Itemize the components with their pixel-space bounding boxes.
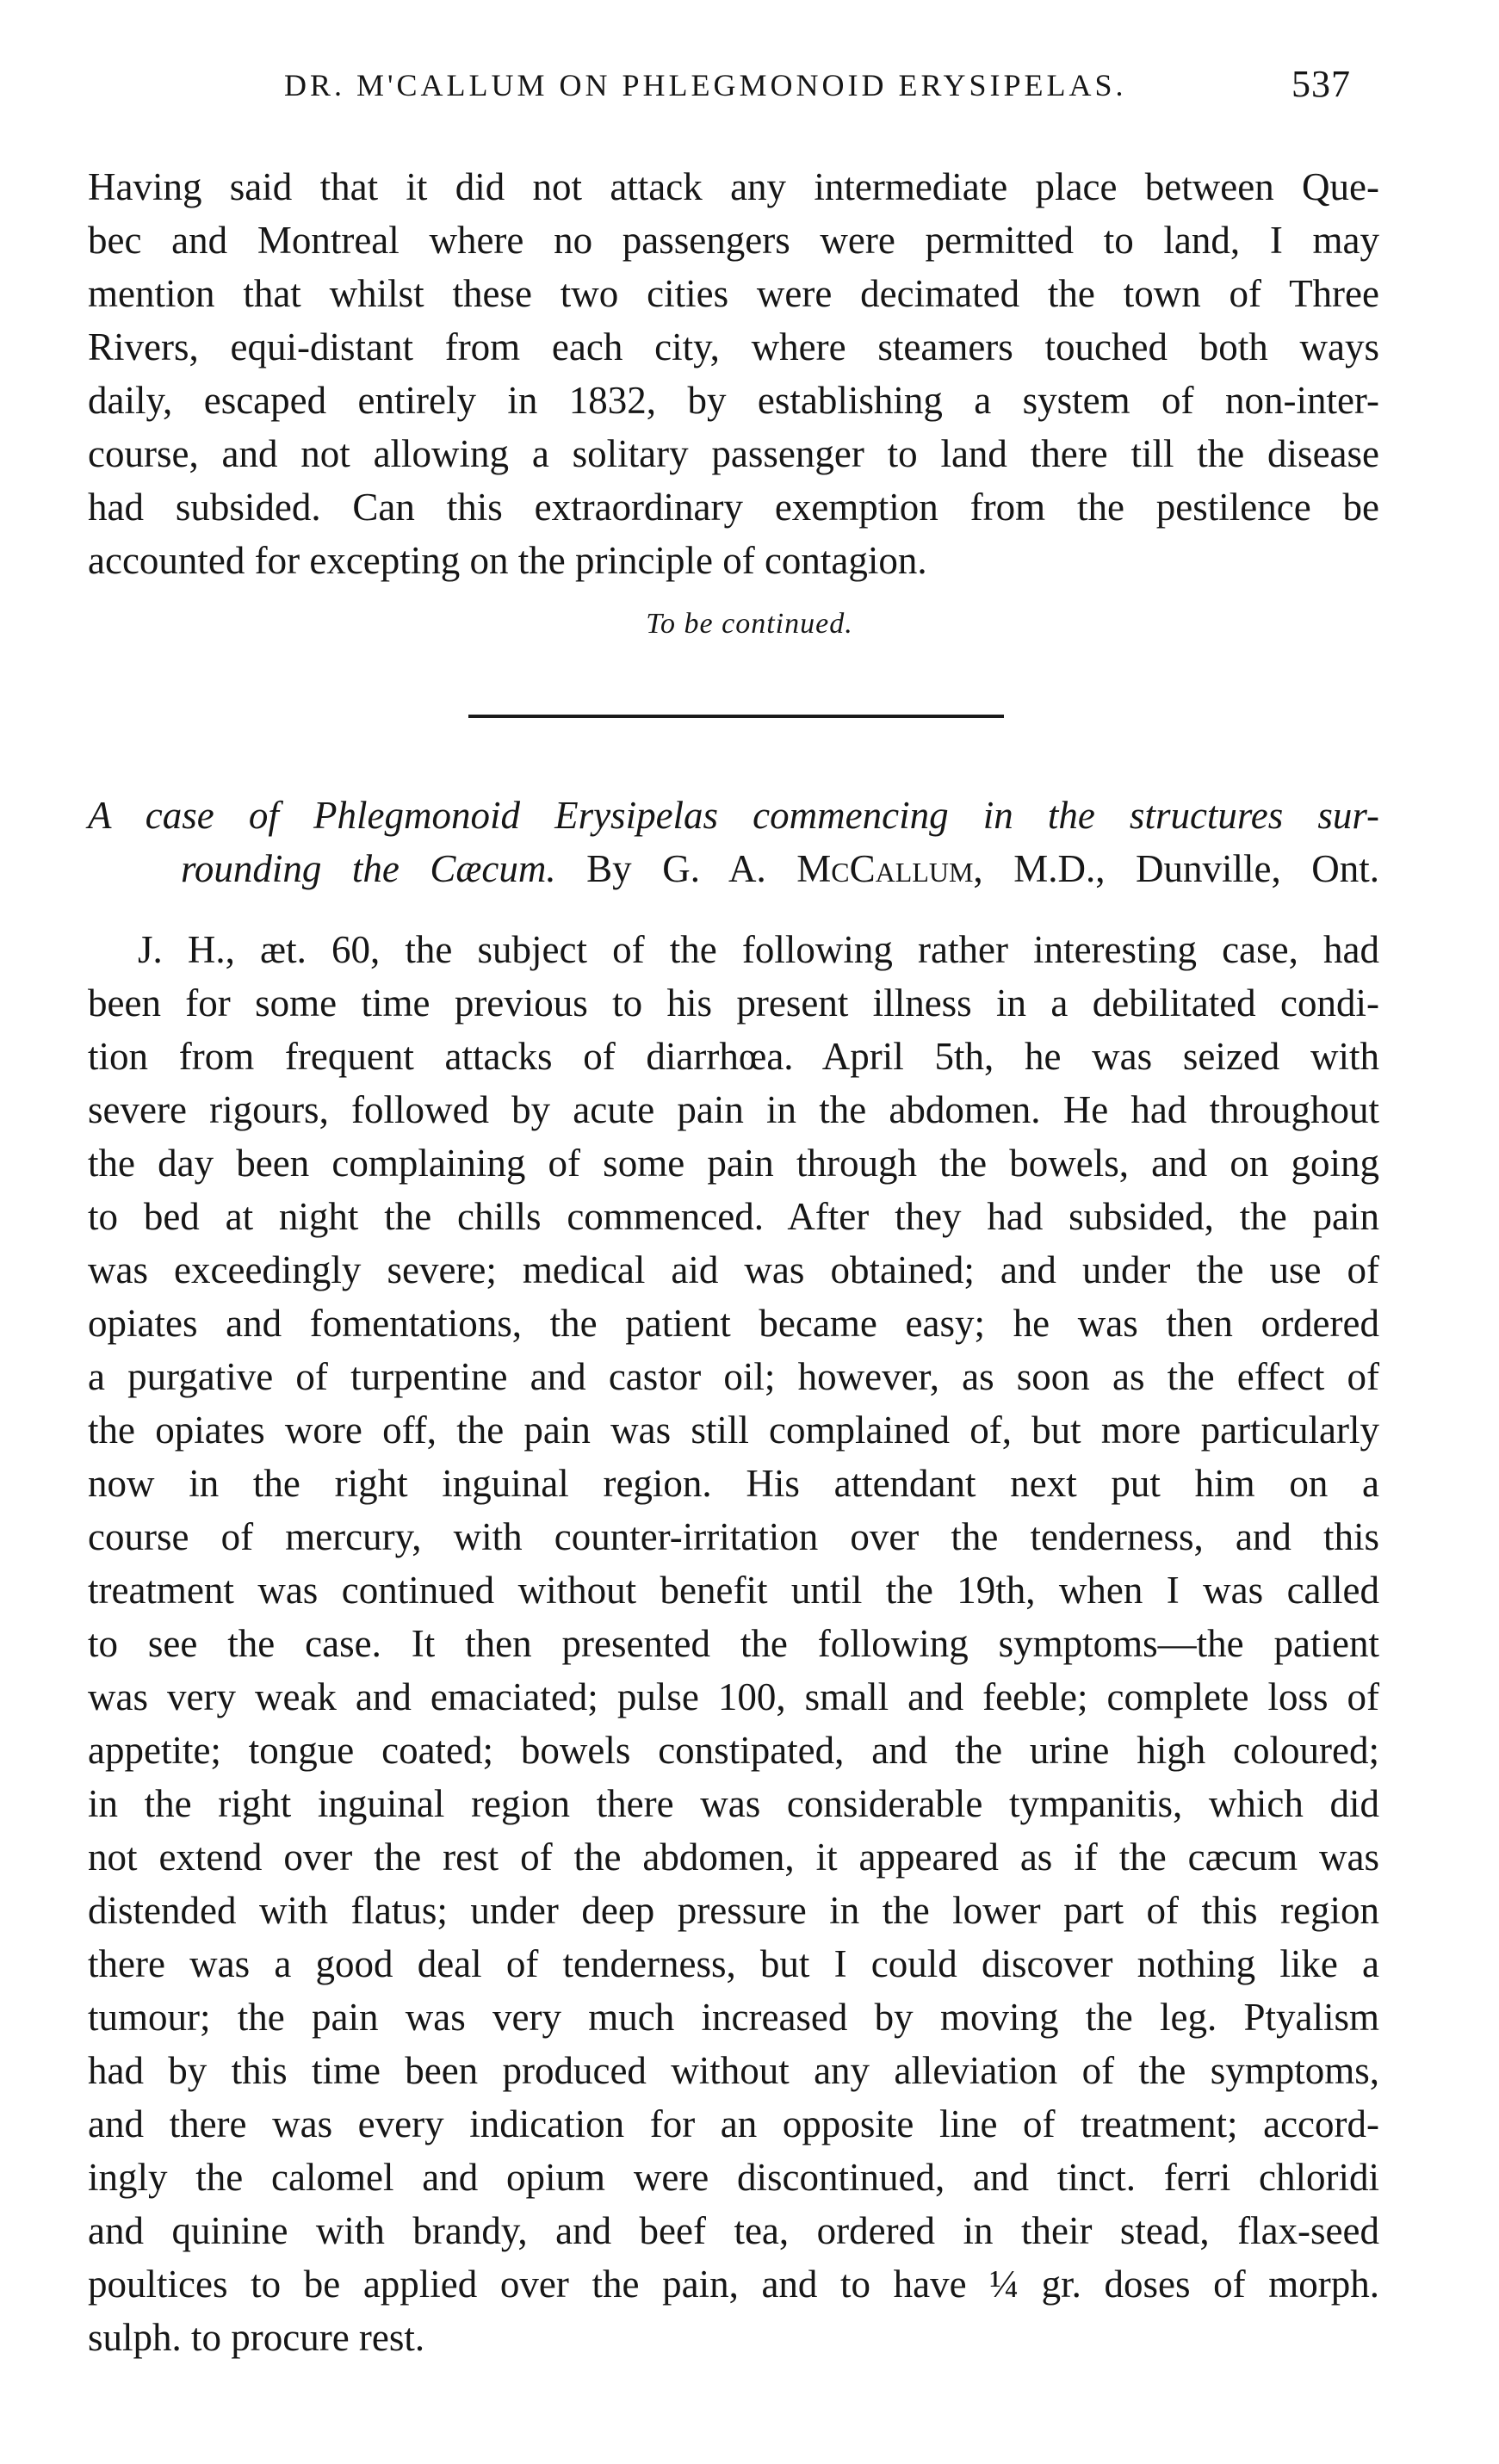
text-line: and quinine with brandy, and beef tea, ordered in their stead, flax-seed [88, 2209, 1379, 2252]
byline-by: By [586, 847, 632, 890]
article-title-byline [88, 842, 1379, 895]
text-line: not extend over the rest of the abdomen, it appeared as if the cæcum was [88, 1836, 1379, 1879]
text-line: the day been complaining of some pain through the bowels, and on going [88, 1142, 1379, 1185]
article-title-end: rounding the Cæcum. [181, 847, 556, 890]
text-line: been for some time previous to his present illness in a debilitated condi- [88, 981, 1379, 1025]
text-line: course, and not allowing a solitary passenger to land there till the disease [88, 432, 1379, 475]
text-line: was exceedingly severe; medical aid was obtained; and under the use of [88, 1248, 1379, 1291]
text-line: severe rigours, followed by acute pain in the abdomen. He had throughout [88, 1088, 1379, 1131]
text-line: was very weak and emaciated; pulse 100, small and feeble; complete loss of [88, 1675, 1379, 1718]
section-divider [468, 715, 1004, 718]
text-line: distended with flatus; under deep pressure in the lower part of this region [88, 1889, 1379, 1932]
text-line: and there was every indication for an opposite line of treatment; accord- [88, 2102, 1379, 2145]
author-name: G. A. McCallum, M.D., [662, 847, 1106, 890]
text-line: poultices to be applied over the pain, and to have ¼ gr. doses of morph. [88, 2263, 1379, 2306]
text-line: had subsided. Can this extraordinary exemption from the pestilence be [88, 486, 1379, 529]
to-be-continued-note: To be continued. [646, 608, 853, 640]
text-line: bec and Montreal where no passengers were permitted to land, I may [88, 219, 1379, 262]
text-line: tumour; the pain was very much increased by moving the leg. Ptyalism [88, 1996, 1379, 2039]
text-line: treatment was continued without benefit until the 19th, when I was called [88, 1569, 1379, 1612]
page-number: 537 [1291, 63, 1351, 105]
text-line: in the right inguinal region there was considerable tympanitis, which did [88, 1782, 1379, 1825]
text-line: tion from frequent attacks of diarrhœa. April 5th, he was seized with [88, 1035, 1379, 1078]
text-line: daily, escaped entirely in 1832, by establishing a system of non-inter- [88, 379, 1379, 422]
text-line: had by this time been produced without any alleviation of the symptoms, [88, 2049, 1379, 2092]
text-line: to see the case. It then presented the following symptoms—the patient [88, 1622, 1379, 1665]
article-title-line: A case of Phlegmonoid Erysipelas commencing in the structures sur- [88, 794, 1379, 837]
case-report-body [88, 923, 1379, 2364]
author-place: Dunville, Ont. [1136, 847, 1380, 890]
text-line: now in the right inguinal region. His attendant next put him on a [88, 1462, 1379, 1505]
paragraph-contagion [88, 160, 1379, 587]
text-line: there was a good deal of tenderness, but I could discover nothing like a [88, 1942, 1379, 1985]
text-line: the opiates wore off, the pain was still complained of, but more particularly [88, 1408, 1379, 1452]
text-line: accounted for excepting on the principle of contagion. [88, 539, 927, 582]
text-line: sulph. to procure rest. [88, 2316, 425, 2359]
text-line: a purgative of turpentine and castor oil; however, as soon as the effect of [88, 1355, 1379, 1398]
text-line: mention that whilst these two cities were decimated the town of Three [88, 272, 1379, 315]
running-header-title: DR. M'CALLUM ON PHLEGMONOID ERYSIPELAS. [284, 68, 1127, 102]
text-line: course of mercury, with counter-irritation over the tenderness, and this [88, 1515, 1379, 1558]
text-line: J. H., æt. 60, the subject of the following rather interesting case, had [138, 928, 1379, 971]
text-line: Rivers, equi-distant from each city, where steamers touched both ways [88, 325, 1379, 368]
text-line: appetite; tongue coated; bowels constipated, and the urine high coloured; [88, 1729, 1379, 1772]
text-line: Having said that it did not attack any intermediate place between Que- [88, 165, 1379, 208]
article-title [88, 789, 1379, 895]
text-line: opiates and fomentations, the patient became easy; he was then ordered [88, 1302, 1379, 1345]
text-line: ingly the calomel and opium were discontinued, and tinct. ferri chloridi [88, 2156, 1379, 2199]
text-line: to bed at night the chills commenced. After they had subsided, the pain [88, 1195, 1379, 1238]
